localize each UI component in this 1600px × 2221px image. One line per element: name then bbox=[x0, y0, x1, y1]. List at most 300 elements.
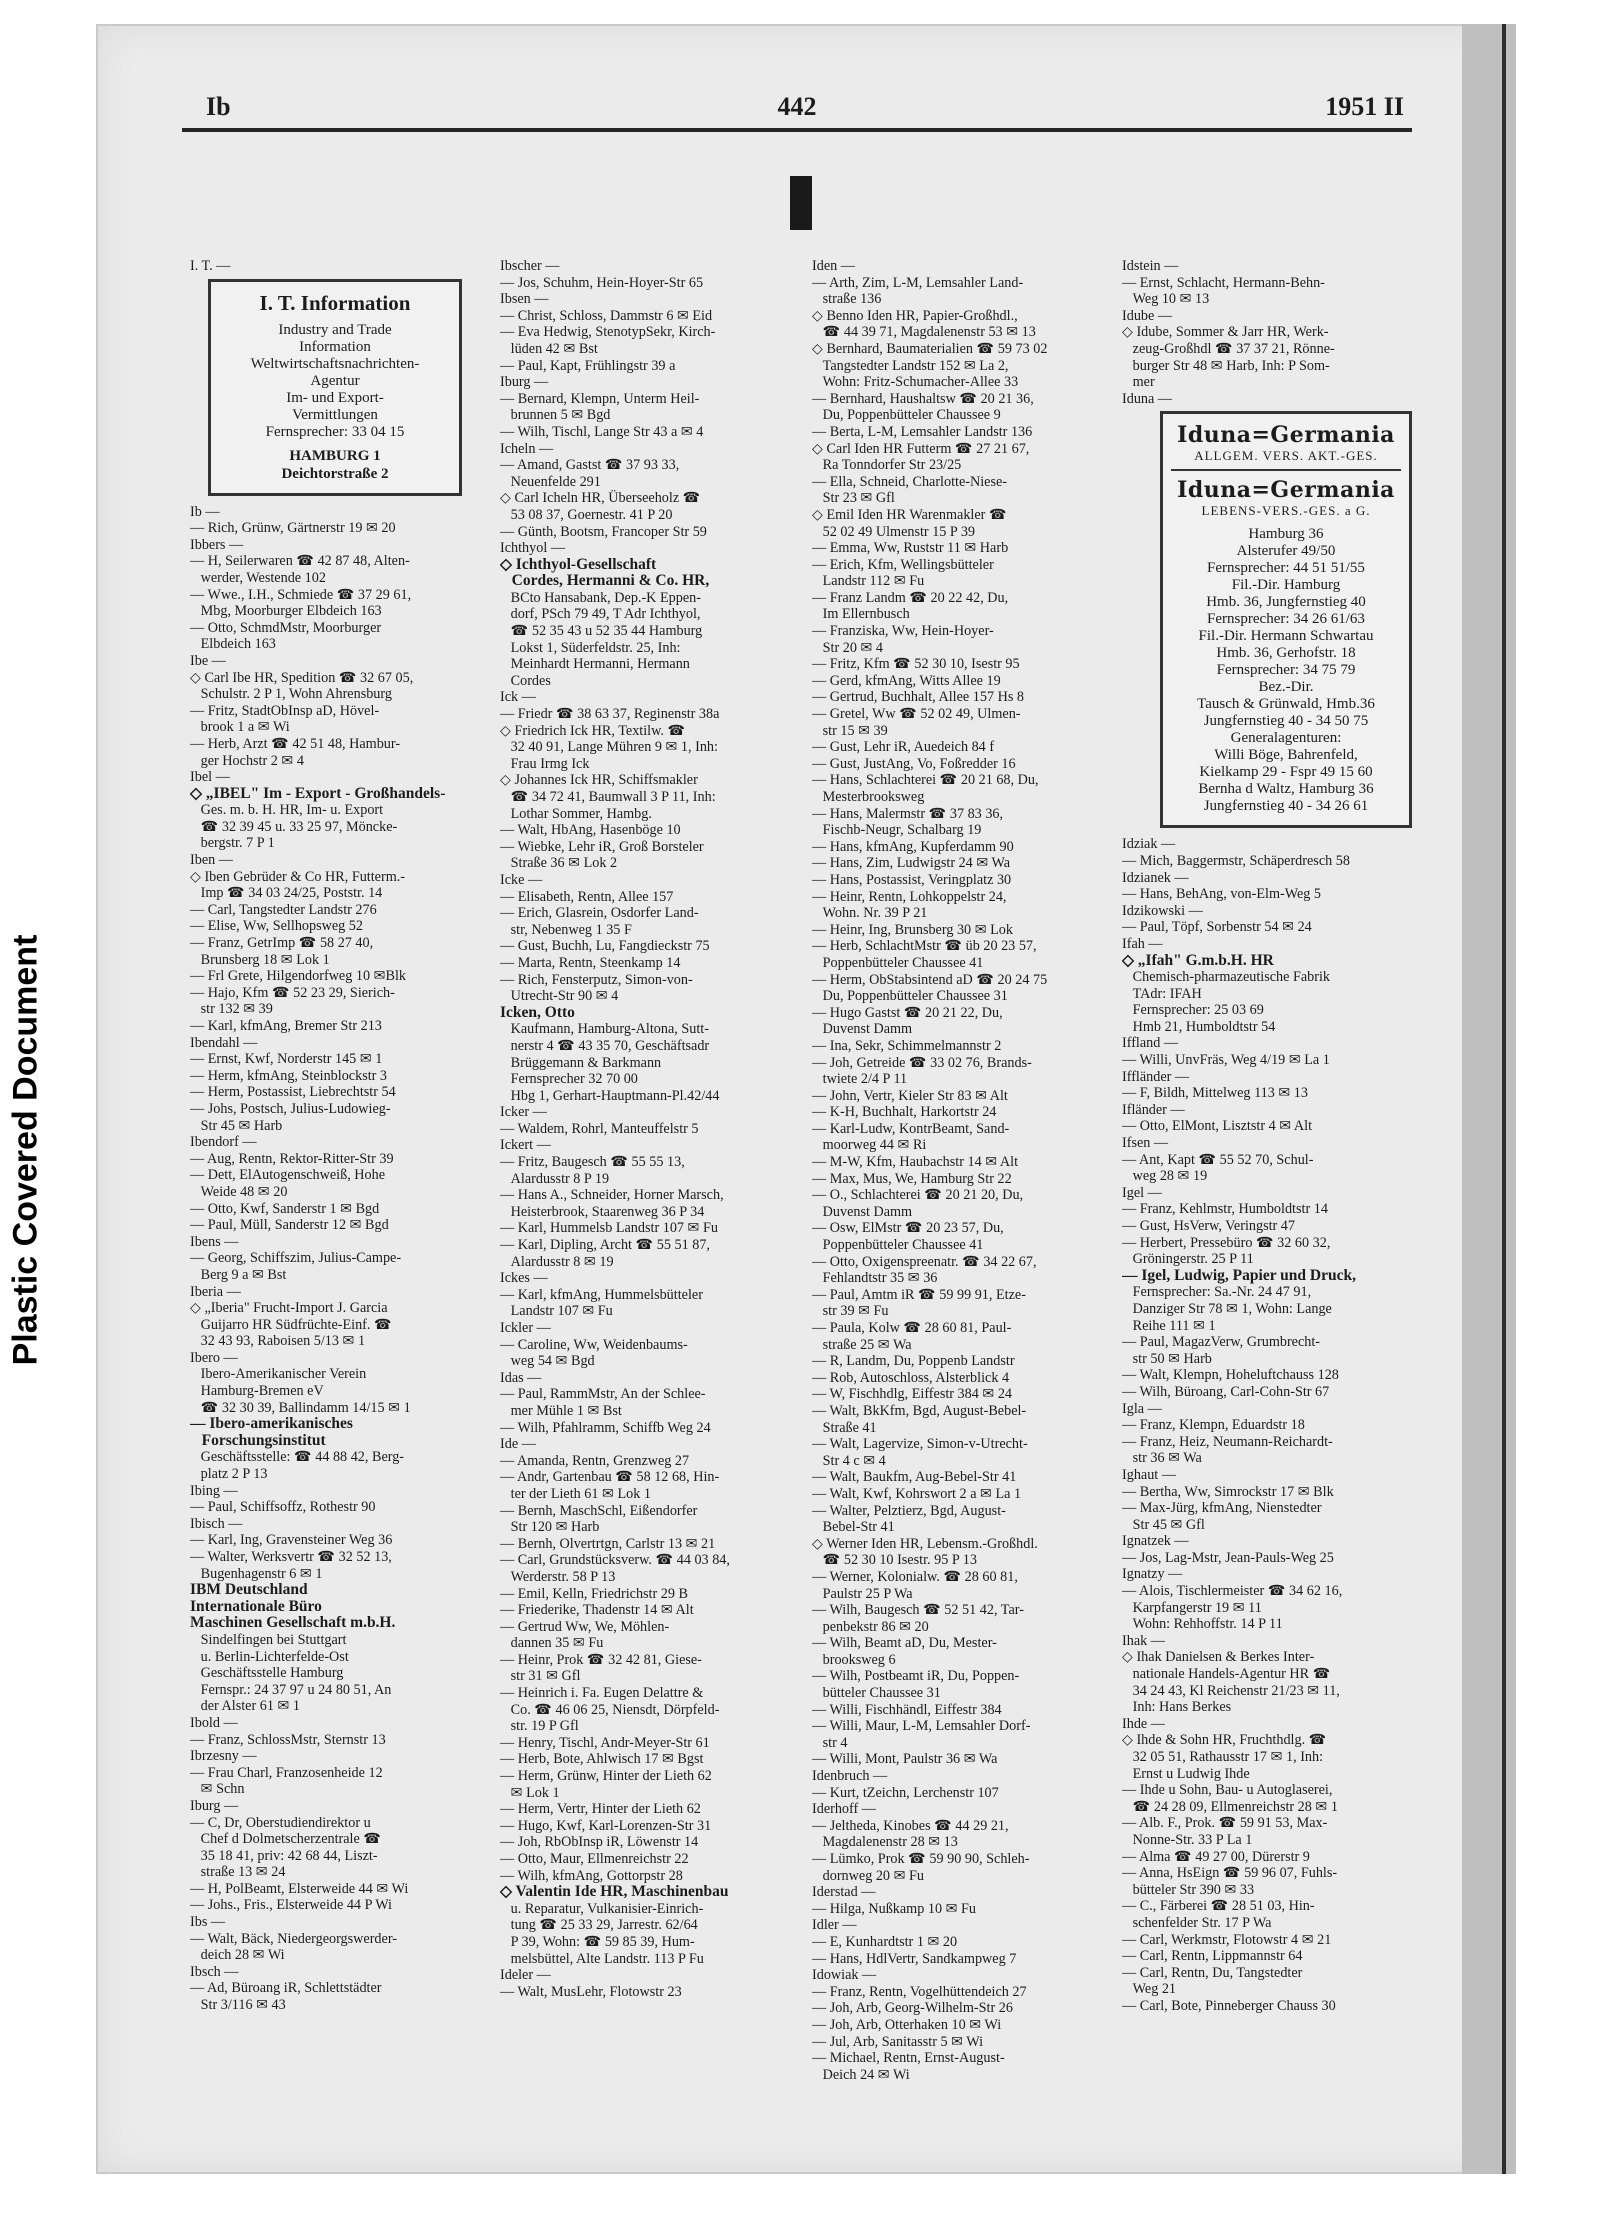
it-ad-lines bbox=[219, 322, 451, 441]
entry-line: ☎ 24 28 09, Ellmenreichstr 28 ✉ 1 bbox=[1122, 1798, 1338, 1815]
entry-line: — Karl, kfmAng, Bremer Str 213 bbox=[190, 1018, 382, 1034]
entry-line: Fil.-Dir. Hermann Schwartau bbox=[1198, 628, 1374, 645]
entry-line: str 132 ✉ 39 bbox=[190, 1001, 273, 1018]
entry-line: Karpfangerstr 19 ✉ 11 bbox=[1122, 1599, 1262, 1616]
entry-line: Hamburg-Bremen eV bbox=[190, 1383, 324, 1400]
entry-line: Alardusstr 8 ✉ 19 bbox=[500, 1253, 614, 1270]
entry-line: — Jos, Schuhm, Hein-Hoyer-Str 65 bbox=[500, 274, 704, 291]
entry-line: — Wilh, Baugesch ☎ 52 51 42, Tar- bbox=[812, 1602, 1024, 1619]
entry-line: — Johs, Postsch, Julius-Ludowieg- bbox=[190, 1100, 391, 1117]
entry-line: Im Ellernbusch bbox=[812, 606, 910, 623]
entry-line: — Heinr, Ing, Brunsberg 30 ✉ Lok bbox=[812, 921, 1013, 938]
entry-line: Chef d Dolmetscherzentrale ☎ bbox=[190, 1831, 382, 1848]
entry-line: Fil.-Dir. Hamburg bbox=[1231, 577, 1341, 594]
entry-line: 52 02 49 Ulmenstr 15 P 39 bbox=[812, 523, 976, 540]
entry-line: — Paul, MagazVerw, Grumbrecht- bbox=[1122, 1334, 1321, 1351]
entry-line: Duvenst Damm bbox=[812, 1021, 913, 1038]
entry-line: 32 43 93, Raboisen 5/13 ✉ 1 bbox=[190, 1333, 366, 1350]
entry-line: Agentur bbox=[310, 372, 360, 389]
entry-line: — Gretel, Ww ☎ 52 02 49, Ulmen- bbox=[812, 706, 1021, 723]
entry-line: Iffland — bbox=[1122, 1035, 1179, 1052]
entry-line: — C, Dr, Oberstudiendirektor u bbox=[190, 1814, 371, 1831]
iduna-ad-lines bbox=[1171, 526, 1401, 815]
entry-line: — Joh, Arb, Georg-Wilhelm-Str 26 bbox=[812, 2000, 1013, 2017]
entry-line: — Marta, Rentn, Steenkamp 14 bbox=[500, 954, 681, 971]
entry-line: — Gertrud Ww, We, Möhlen- bbox=[500, 1618, 670, 1635]
entry-line: moorweg 44 ✉ Ri bbox=[812, 1137, 927, 1154]
entry-line: ☎ 52 35 43 u 52 35 44 Hamburg bbox=[500, 623, 703, 640]
it-information-ad bbox=[208, 279, 462, 496]
entry-line: — Willi, Mont, Paulstr 36 ✉ Wa bbox=[812, 1751, 998, 1768]
entry-line: — Andr, Gartenbau ☎ 58 12 68, Hin- bbox=[500, 1469, 720, 1486]
entry-line: Fernsprecher: Sa.-Nr. 24 47 91, bbox=[1122, 1284, 1312, 1301]
entry-line: Idzianek — bbox=[1122, 869, 1189, 886]
entry-line: ◇ Ichthyol-Gesellschaft bbox=[500, 556, 657, 573]
entry-line: Ide — bbox=[500, 1436, 536, 1453]
entry-line: Iderstad — bbox=[812, 1884, 876, 1901]
entry-line: brunnen 5 ✉ Bgd bbox=[500, 407, 611, 424]
entry-line: — Carl, Tangstedter Landstr 276 bbox=[190, 901, 377, 918]
entry-line: Tangstedter Landstr 152 ✉ La 2, bbox=[812, 357, 1009, 374]
entry-line: Bernha d Waltz, Hamburg 36 bbox=[1198, 781, 1374, 798]
entry-line: Str 23 ✉ Gfl bbox=[812, 490, 895, 507]
entry-line: — Berta, L-M, Lemsahler Landstr 136 bbox=[812, 423, 1033, 440]
entry-line: Iden — bbox=[812, 258, 855, 274]
entry-line: — Erich, Kfm, Wellingsbütteler bbox=[812, 556, 994, 573]
entry-line: — R, Landm, Du, Poppenb Landstr bbox=[812, 1353, 1015, 1370]
entry-line: zeug-Großhdl ☎ 37 37 21, Rönne- bbox=[1122, 340, 1335, 357]
entry-line: — Heinr, Rentn, Lohkoppelstr 24, bbox=[812, 888, 1007, 905]
entry-line: Generalagenturen: bbox=[1230, 730, 1342, 747]
entry-line: — Herbert, Pressebüro ☎ 32 60 32, bbox=[1122, 1234, 1331, 1251]
entry-line: Ibe — bbox=[190, 652, 226, 669]
entry-line: Landstr 112 ✉ Fu bbox=[812, 573, 925, 590]
entry-line: — Wilh, Postbeamt iR, Du, Poppen- bbox=[812, 1668, 1020, 1685]
entry-line: — Hans A., Schneider, Horner Marsch, bbox=[500, 1187, 724, 1204]
entry-line: — Hans, BehAng, von-Elm-Weg 5 bbox=[1122, 886, 1322, 903]
entry-line: ◇ Idube, Sommer & Jarr HR, Werk- bbox=[1122, 324, 1329, 341]
column-4 bbox=[1122, 258, 1420, 2015]
entry-line: dorf, PSch 79 49, T Adr Ichthyol, bbox=[500, 606, 701, 623]
entry-line: — Otto, ElMont, Lisztstr 4 ✉ Alt bbox=[1122, 1118, 1313, 1135]
column-4-entries-top bbox=[1122, 258, 1420, 407]
entry-line: I. T. — bbox=[190, 258, 231, 274]
entry-line: Ibendahl — bbox=[190, 1034, 258, 1051]
entry-line: str 36 ✉ Wa bbox=[1122, 1450, 1202, 1467]
entry-line: Geschäftsstelle: ☎ 44 88 42, Berg- bbox=[190, 1449, 405, 1466]
entry-line: Wohn: Fritz-Schumacher-Allee 33 bbox=[812, 374, 1019, 391]
entry-line: — Franz, SchlossMstr, Sternstr 13 bbox=[190, 1731, 386, 1748]
entry-line: — Heinr, Prok ☎ 32 42 81, Giese- bbox=[500, 1651, 702, 1668]
entry-line: Icke — bbox=[500, 871, 543, 888]
entry-line: — Ella, Schneid, Charlotte-Niese- bbox=[812, 473, 1008, 490]
entry-line: — Wilh, Tischl, Lange Str 43 a ✉ 4 bbox=[500, 423, 704, 440]
entry-line: — Herb, Bote, Ahlwisch 17 ✉ Bgst bbox=[500, 1751, 704, 1768]
entry-line: melsbüttel, Alte Landstr. 113 P Fu bbox=[500, 1950, 704, 1967]
entry-line: burger Str 48 ✉ Harb, Inh: P Som- bbox=[1122, 357, 1330, 374]
entry-line: — Carl, Werkmstr, Flotowstr 4 ✉ 21 bbox=[1122, 1931, 1332, 1948]
entry-line: dornweg 20 ✉ Fu bbox=[812, 1867, 924, 1884]
entry-line: — Carl, Bote, Pinneberger Chauss 30 bbox=[1122, 1997, 1336, 2014]
entry-line: Str 20 ✉ 4 bbox=[812, 639, 884, 656]
entry-line: — Willi, UnvFräs, Weg 4/19 ✉ La 1 bbox=[1122, 1052, 1330, 1069]
entry-line: ◇ Carl Ibe HR, Spedition ☎ 32 67 05, bbox=[190, 669, 414, 686]
entry-line: — Jos, Lag-Mstr, Jean-Pauls-Weg 25 bbox=[1122, 1549, 1334, 1566]
entry-line: Ibbers — bbox=[190, 536, 244, 553]
entry-line: — Alb. F., Prok. ☎ 59 91 53, Max- bbox=[1122, 1815, 1328, 1832]
entry-line: — Franz Landm ☎ 20 22 42, Du, bbox=[812, 589, 1009, 606]
entry-line: ◇ „Iberia" Frucht-Import J. Garcia bbox=[190, 1300, 388, 1317]
entry-line: — Carl, Rentn, Du, Tangstedter bbox=[1122, 1964, 1303, 1981]
entry-line: ☎ 32 30 39, Ballindamm 14/15 ✉ 1 bbox=[190, 1399, 411, 1416]
entry-line: Alsterufer 49/50 bbox=[1236, 543, 1336, 560]
entry-line: straße 136 bbox=[812, 291, 882, 308]
entry-line: Brüggemann & Barkmann bbox=[500, 1054, 662, 1071]
entry-line: — Joh, RbObInsp iR, Löwenstr 14 bbox=[500, 1834, 699, 1851]
entry-line: — Elisabeth, Rentn, Allee 157 bbox=[500, 888, 674, 905]
entry-line: Ibscher — bbox=[500, 258, 560, 274]
entry-line: Lothar Sommer, Hambg. bbox=[500, 805, 652, 822]
entry-line: Fernsprecher: 44 51 51/55 bbox=[1207, 560, 1365, 577]
entry-line: Str 4 c ✉ 4 bbox=[812, 1452, 886, 1469]
entry-line: — Franz, GetrImp ☎ 58 27 40, bbox=[190, 935, 374, 952]
entry-line: Ibold — bbox=[190, 1714, 238, 1731]
entry-line: Ideler — bbox=[500, 1967, 551, 1984]
entry-line: — Hajo, Kfm ☎ 52 23 29, Sierich- bbox=[190, 984, 395, 1001]
entry-line: ◇ Werner Iden HR, Lebensm.-Großhdl. bbox=[812, 1535, 1038, 1552]
entry-line: — Joh, Arb, Otterhaken 10 ✉ Wi bbox=[812, 2016, 1002, 2033]
entry-line: 32 40 91, Lange Mühren 9 ✉ 1, Inh: bbox=[500, 739, 718, 756]
entry-line: Weltwirtschaftsnachrichten- bbox=[250, 355, 420, 372]
entry-line: Reihe 111 ✉ 1 bbox=[1122, 1317, 1216, 1334]
entry-line: — Heinrich i. Fa. Eugen Delattre & bbox=[500, 1685, 704, 1702]
entry-line: — Bernhard, Haushaltsw ☎ 20 21 36, bbox=[812, 390, 1034, 407]
entry-line: Iburg — bbox=[190, 1797, 239, 1814]
entry-line: Wohn. Nr. 39 P 21 bbox=[812, 905, 928, 922]
entry-line: — Lümko, Prok ☎ 59 90 90, Schleh- bbox=[812, 1851, 1030, 1867]
entry-line: bütteler Str 390 ✉ 33 bbox=[1122, 1881, 1255, 1898]
entry-line: — Karl, Ing, Gravensteiner Weg 36 bbox=[190, 1532, 393, 1549]
entry-line: Berg 9 a ✉ Bst bbox=[190, 1266, 287, 1283]
entry-line: — Ernst, Schlacht, Hermann-Behn- bbox=[1122, 274, 1325, 291]
entry-line: ◇ Carl Iden HR Futterm ☎ 27 21 67, bbox=[812, 440, 1030, 457]
entry-line: Str 3/116 ✉ 43 bbox=[190, 1997, 286, 2014]
entry-line: — C., Färberei ☎ 28 51 03, Hin- bbox=[1122, 1898, 1315, 1915]
entry-line: — Otto, Kwf, Sanderstr 1 ✉ Bgd bbox=[190, 1200, 380, 1217]
entry-line: — Elise, Ww, Sellhopsweg 52 bbox=[190, 918, 363, 935]
entry-line: — Hans, HdlVertr, Sandkampweg 7 bbox=[812, 1950, 1017, 1967]
entry-line: — Gertrud, Buchhalt, Allee 157 Hs 8 bbox=[812, 689, 1024, 706]
entry-line: — Karl-Ludw, KontrBeamt, Sand- bbox=[812, 1120, 1010, 1137]
entry-line: Bebel-Str 41 bbox=[812, 1519, 895, 1536]
entry-line: Ickert — bbox=[500, 1137, 551, 1154]
entry-line: — E, Kunhardtstr 1 ✉ 20 bbox=[812, 1933, 958, 1950]
entry-line: Chemisch-pharmazeutische Fabrik bbox=[1122, 969, 1331, 986]
entry-line: — Arth, Zim, L-M, Lemsahler Land- bbox=[812, 274, 1024, 291]
entry-line: ◇ Emil Iden HR Warenmakler ☎ bbox=[812, 506, 1007, 523]
entry-line: Ibens — bbox=[190, 1233, 239, 1250]
entry-line: — Günth, Bootsm, Francoper Str 59 bbox=[500, 523, 707, 540]
entry-line: — Eva Hedwig, StenotypSekr, Kirch- bbox=[500, 324, 716, 341]
entry-line: nationale Handels-Agentur HR ☎ bbox=[1122, 1666, 1331, 1683]
entry-line: Idube — bbox=[1122, 307, 1173, 324]
entry-line: — Hugo, Kwf, Karl-Lorenzen-Str 31 bbox=[500, 1817, 712, 1834]
entry-line: Hbg 1, Gerhart-Hauptmann-Pl.42/44 bbox=[500, 1087, 720, 1104]
entry-line: — Rich, Fensterputz, Simon-von- bbox=[500, 971, 693, 988]
entry-line: Geschäftsstelle Hamburg bbox=[190, 1665, 344, 1682]
entry-line: — Amand, Gastst ☎ 37 93 33, bbox=[500, 457, 680, 474]
entry-line: — Gust, JustAng, Vo, Foßredder 16 bbox=[812, 755, 1016, 772]
entry-line: Ges. m. b. H. HR, Im- u. Export bbox=[190, 802, 384, 819]
entry-line: — Jeltheda, Kinobes ☎ 44 29 21, bbox=[812, 1817, 1009, 1834]
header-left: Ib bbox=[206, 92, 231, 121]
entry-line: — Hugo Gastst ☎ 20 21 22, Du, bbox=[812, 1004, 1003, 1021]
entry-line: Fernsprecher 32 70 00 bbox=[500, 1071, 638, 1088]
entry-line: Str 120 ✉ Harb bbox=[500, 1519, 600, 1536]
entry-line: — Henry, Tischl, Andr-Meyer-Str 61 bbox=[500, 1734, 710, 1751]
entry-line: Fernsprecher: 33 04 15 bbox=[265, 423, 405, 440]
entry-line: — Emma, Ww, Ruststr 11 ✉ Harb bbox=[812, 540, 1009, 557]
entry-line: — Franz, Kehlmstr, Humboldtstr 14 bbox=[1122, 1201, 1328, 1218]
entry-line: — Walt, MusLehr, Flotowstr 23 bbox=[500, 1983, 682, 2000]
entry-line: — Fritz, Baugesch ☎ 55 55 13, bbox=[500, 1154, 685, 1171]
entry-line: — Hilga, Nußkamp 10 ✉ Fu bbox=[812, 1900, 977, 1917]
entry-line: — Werner, Kolonialw. ☎ 28 60 81, bbox=[812, 1568, 1018, 1585]
entry-line: Utrecht-Str 90 ✉ 4 bbox=[500, 988, 619, 1005]
entry-line: Straße 36 ✉ Lok 2 bbox=[500, 855, 618, 872]
entry-line: — H, PolBeamt, Elsterweide 44 ✉ Wi bbox=[190, 1880, 409, 1897]
entry-line: Iffländer — bbox=[1122, 1068, 1190, 1085]
column-3 bbox=[812, 258, 1112, 2083]
entry-line: Alardusstr 8 P 19 bbox=[500, 1170, 610, 1187]
entry-line: ☎ 44 39 71, Magdalenenstr 53 ✉ 13 bbox=[812, 324, 1036, 341]
entry-line: Lokst 1, Süderfeldstr. 25, Inh: bbox=[500, 639, 681, 656]
entry-line: Ignatzek — bbox=[1122, 1533, 1189, 1550]
entry-line: — Paul, Müll, Sanderstr 12 ✉ Bgd bbox=[190, 1217, 389, 1234]
entry-line: Iduna — bbox=[1122, 390, 1173, 407]
entry-line: bütteler Chaussee 31 bbox=[812, 1685, 941, 1702]
entry-line: ger Hochstr 2 ✉ 4 bbox=[190, 752, 304, 769]
entry-line: Internationale Büro bbox=[190, 1598, 322, 1615]
entry-line: Kaufmann, Hamburg-Altona, Sutt- bbox=[500, 1021, 709, 1038]
entry-line: Fernsprecher: 34 75 79 bbox=[1216, 662, 1356, 679]
entry-line: — Hans, Zim, Ludwigstr 24 ✉ Wa bbox=[812, 855, 1011, 872]
entry-line: — Christ, Schloss, Dammstr 6 ✉ Eid bbox=[500, 307, 713, 324]
entry-line: ◇ Carl Icheln HR, Überseeholz ☎ bbox=[500, 490, 701, 507]
entry-line: — Amanda, Rentn, Grenzweg 27 bbox=[500, 1452, 690, 1469]
iduna-logo-1: Iduna=Germania bbox=[1177, 422, 1395, 449]
entry-line: Idowiak — bbox=[812, 1967, 877, 1984]
entry-line: — Kurt, tZeichn, Lerchenstr 107 bbox=[812, 1784, 999, 1801]
entry-line: Idzikowski — bbox=[1122, 902, 1203, 919]
entry-line: Ibel — bbox=[190, 769, 230, 786]
entry-line: — Walt, Klempn, Hoheluftchauss 128 bbox=[1122, 1367, 1339, 1384]
entry-line: Weg 21 bbox=[1122, 1981, 1177, 1998]
entry-line: Hmb. 36, Gerhofstr. 18 bbox=[1216, 645, 1356, 662]
entry-line: — Friedr ☎ 38 63 37, Reginenstr 38a bbox=[500, 706, 720, 723]
entry-line: — O., Schlachterei ☎ 20 21 20, Du, bbox=[812, 1187, 1024, 1204]
entry-line: — Gust, HsVerw, Veringstr 47 bbox=[1122, 1218, 1295, 1234]
entry-line: — Ant, Kapt ☎ 55 52 70, Schul- bbox=[1122, 1151, 1314, 1168]
entry-line: Ibsch — bbox=[190, 1963, 239, 1980]
entry-line: — Alma ☎ 49 27 00, Dürerstr 9 bbox=[1122, 1848, 1310, 1865]
it-ad-street: Deichtorstraße 2 bbox=[281, 465, 389, 482]
entry-line: — Franz, Heiz, Neumann-Reichardt- bbox=[1122, 1433, 1333, 1450]
entry-line: Tausch & Grünwald, Hmb.36 bbox=[1197, 696, 1375, 713]
entry-line: Ibrzesny — bbox=[190, 1748, 257, 1765]
entry-line: — Gust, Buchh, Lu, Fangdieckstr 75 bbox=[500, 938, 710, 955]
entry-line: — Franz, Rentn, Vogelhüttendeich 27 bbox=[812, 1983, 1027, 2000]
entry-line: ☎ 34 72 41, Baumwall 3 P 11, Inh: bbox=[500, 789, 716, 805]
entry-line: str, Nebenweg 1 35 F bbox=[500, 921, 632, 938]
entry-line: — Fritz, Kfm ☎ 52 30 10, Isestr 95 bbox=[812, 656, 1020, 673]
entry-line: Forschungsinstitut bbox=[190, 1432, 326, 1449]
entry-line: — Herb, SchlachtMstr ☎ üb 20 23 57, bbox=[812, 938, 1037, 955]
entry-line: ☎ 52 30 10 Isestr. 95 P 13 bbox=[812, 1552, 977, 1569]
entry-line: Ifsen — bbox=[1122, 1135, 1169, 1152]
entry-line: ◇ Johannes Ick HR, Schiffsmakler bbox=[500, 772, 698, 789]
entry-line: — Bernard, Klempn, Unterm Heil- bbox=[500, 390, 700, 407]
entry-line: Meinhardt Hermanni, Hermann bbox=[500, 656, 690, 673]
entry-line: Co. ☎ 46 06 25, Niensdt, Dörpfeld- bbox=[500, 1701, 720, 1718]
entry-line: Guijarro HR Südfrüchte-Einf. ☎ bbox=[190, 1316, 392, 1333]
entry-line: Icken, Otto bbox=[500, 1004, 575, 1021]
entry-line: Ibendorf — bbox=[190, 1134, 257, 1151]
entry-line: — Carl, Rentn, Lippmannstr 64 bbox=[1122, 1948, 1303, 1965]
entry-line: Ifländer — bbox=[1122, 1101, 1185, 1118]
entry-line: — Paul, Kapt, Frühlingstr 39 a bbox=[500, 357, 676, 374]
entry-line: Neuenfelde 291 bbox=[500, 473, 601, 490]
entry-line: Im- und Export- bbox=[286, 389, 384, 406]
entry-line: — Dett, ElAutogenschweiß, Hohe bbox=[190, 1167, 386, 1184]
entry-line: Poppenbütteler Chaussee 41 bbox=[812, 954, 984, 971]
header-right: 1951 II bbox=[1325, 92, 1404, 121]
entry-line: Ibs — bbox=[190, 1914, 226, 1931]
entry-line: brooksweg 6 bbox=[812, 1651, 896, 1668]
entry-line: — Wilh, Büroang, Carl-Cohn-Str 67 bbox=[1122, 1383, 1330, 1400]
iduna-sub-1: ALLGEM. VERS. AKT.-GES. bbox=[1194, 448, 1378, 464]
entry-line: — K-H, Buchhalt, Harkortstr 24 bbox=[812, 1104, 997, 1121]
entry-line: — Herm, ObStabsintend aD ☎ 20 24 75 bbox=[812, 971, 1048, 988]
entry-line: — Wilh, Beamt aD, Du, Mester- bbox=[812, 1635, 997, 1652]
entry-line: Ibisch — bbox=[190, 1515, 243, 1532]
entry-line: tung ☎ 25 33 29, Jarrestr. 62/64 bbox=[500, 1917, 698, 1934]
entry-line: Ighaut — bbox=[1122, 1466, 1176, 1483]
entry-line: Weg 10 ✉ 13 bbox=[1122, 291, 1210, 308]
entry-line: Igla — bbox=[1122, 1400, 1162, 1417]
entry-line: — Michael, Rentn, Ernst-August- bbox=[812, 2050, 1005, 2067]
entry-line: — Otto, Oxigenspreenatr. ☎ 34 22 67, bbox=[812, 1253, 1037, 1270]
entry-line: — Herm, kfmAng, Steinblockstr 3 bbox=[190, 1067, 388, 1084]
iduna-germania-ad bbox=[1160, 411, 1412, 828]
entry-line: Magdalenenstr 28 ✉ 13 bbox=[812, 1834, 958, 1851]
entry-line: — Karl, kfmAng, Hummelsbütteler bbox=[500, 1286, 703, 1303]
entry-line: — Wilh, Pfahlramm, Schiffb Weg 24 bbox=[500, 1419, 711, 1436]
entry-line: dannen 35 ✉ Fu bbox=[500, 1635, 604, 1652]
entry-line: mer bbox=[1122, 374, 1155, 391]
entry-line: — Wiebke, Lehr iR, Groß Borsteler bbox=[500, 838, 704, 855]
entry-line: — M-W, Kfm, Haubachstr 14 ✉ Alt bbox=[812, 1154, 1019, 1171]
entry-line: Idas — bbox=[500, 1369, 542, 1386]
entry-line: 53 08 37, Goernestr. 41 P 20 bbox=[500, 506, 673, 523]
entry-line: nerstr 4 ☎ 43 35 70, Geschäftsadr bbox=[500, 1037, 710, 1054]
entry-line: Fernspr.: 24 37 97 u 24 80 51, An bbox=[190, 1681, 392, 1698]
entry-line: straße 25 ✉ Wa bbox=[812, 1336, 912, 1353]
it-ad-title: I. T. Information bbox=[259, 290, 411, 315]
entry-line: str 4 bbox=[812, 1734, 848, 1751]
entry-line: — Carl, Grundstücksverw. ☎ 44 03 84, bbox=[500, 1552, 730, 1569]
entry-line: Ickes — bbox=[500, 1270, 548, 1287]
it-ad-city: HAMBURG 1 bbox=[289, 447, 381, 464]
entry-line: mer Mühle 1 ✉ Bst bbox=[500, 1402, 622, 1419]
entry-line: — Walt, BkKfm, Bgd, August-Bebel- bbox=[812, 1402, 1027, 1419]
entry-line: Vermittlungen bbox=[292, 406, 378, 423]
entry-line: — Wwe., I.H., Schmiede ☎ 37 29 61, bbox=[190, 586, 412, 603]
entry-line: str 50 ✉ Harb bbox=[1122, 1350, 1212, 1367]
entry-line: — Walt, Baukfm, Aug-Bebel-Str 41 bbox=[812, 1469, 1017, 1486]
entry-line: Fernsprecher: 34 26 61/63 bbox=[1207, 611, 1365, 628]
entry-line: IBM Deutschland bbox=[190, 1582, 308, 1599]
entry-line: — Otto, Maur, Ellmenreichstr 22 bbox=[500, 1851, 689, 1867]
entry-line: Hmb 21, Humboldtstr 54 bbox=[1122, 1018, 1276, 1035]
section-letter-glyph bbox=[790, 176, 812, 230]
entry-line: — Walter, Pelztierz, Bgd, August- bbox=[812, 1502, 1006, 1519]
entry-line: Ibing — bbox=[190, 1482, 238, 1499]
entry-line: u. Berlin-Lichterfelde-Ost bbox=[190, 1648, 349, 1665]
entry-line: Idenbruch — bbox=[812, 1768, 888, 1785]
entry-line: Duvenst Damm bbox=[812, 1203, 913, 1220]
column-3-entries bbox=[812, 258, 1112, 2083]
entry-line: penbekstr 86 ✉ 20 bbox=[812, 1618, 929, 1635]
entry-line: Willi Böge, Bahrenfeld, bbox=[1214, 747, 1358, 764]
entry-line: Kielkamp 29 - Fspr 49 15 60 bbox=[1199, 764, 1373, 781]
entry-line: Icker — bbox=[500, 1104, 547, 1121]
entry-line: werder, Westende 102 bbox=[190, 569, 326, 586]
entry-line: — Hans, Postassist, Veringplatz 30 bbox=[812, 871, 1012, 888]
entry-line: str. 19 P Gfl bbox=[500, 1718, 579, 1735]
entry-line: Idziak — bbox=[1122, 836, 1176, 853]
entry-line: Information bbox=[299, 338, 371, 355]
entry-line: Weide 48 ✉ 20 bbox=[190, 1183, 288, 1200]
entry-line: Iben — bbox=[190, 852, 233, 869]
entry-line: Werderstr. 58 P 13 bbox=[500, 1568, 616, 1585]
entry-line: str 15 ✉ 39 bbox=[812, 722, 888, 739]
entry-line: Mesterbrooksweg bbox=[812, 789, 925, 805]
entry-line: — Walt, Bäck, Niedergeorgswerder- bbox=[190, 1930, 397, 1947]
entry-line: — Herm, Grünw, Hinter der Lieth 62 bbox=[500, 1768, 712, 1785]
entry-line: — Bernh, MaschSchl, Eißendorfer bbox=[500, 1502, 698, 1519]
entry-line: schenfelder Str. 17 P Wa bbox=[1122, 1914, 1272, 1931]
entry-line: — Frl Grete, Hilgendorfweg 10 ✉Blk bbox=[190, 968, 406, 985]
side-label: Plastic Covered Document bbox=[6, 934, 45, 1366]
entry-line: twiete 2/4 P 11 bbox=[812, 1071, 908, 1088]
entry-line: — Hans, Schlachterei ☎ 20 21 68, Du, bbox=[812, 772, 1039, 789]
entry-line: — Herb, Arzt ☎ 42 51 48, Hambur- bbox=[190, 735, 401, 752]
entry-line: Ifah — bbox=[1122, 935, 1163, 952]
entry-line: — John, Vertr, Kieler Str 83 ✉ Alt bbox=[812, 1087, 1008, 1104]
entry-line: — H, Seilerwaren ☎ 42 87 48, Alten- bbox=[190, 553, 410, 570]
entry-line: weg 54 ✉ Bgd bbox=[500, 1353, 595, 1370]
entry-line: — Mich, Baggermstr, Schäperdresch 58 bbox=[1122, 852, 1350, 869]
entry-line: Poppenbütteler Chaussee 41 bbox=[812, 1237, 984, 1254]
entry-line: ◇ Ihak Danielsen & Berkes Inter- bbox=[1122, 1649, 1315, 1666]
entry-line: — Hans, kfmAng, Kupferdamm 90 bbox=[812, 838, 1014, 855]
entry-line: Ignatzy — bbox=[1122, 1566, 1183, 1583]
entry-line: ✉ Lok 1 bbox=[500, 1784, 560, 1801]
entry-line: Danziger Str 78 ✉ 1, Wohn: Lange bbox=[1122, 1300, 1332, 1317]
entry-line: — W, Fischhdlg, Eiffestr 384 ✉ 24 bbox=[812, 1386, 1013, 1403]
entry-line: str 31 ✉ Gfl bbox=[500, 1668, 581, 1685]
